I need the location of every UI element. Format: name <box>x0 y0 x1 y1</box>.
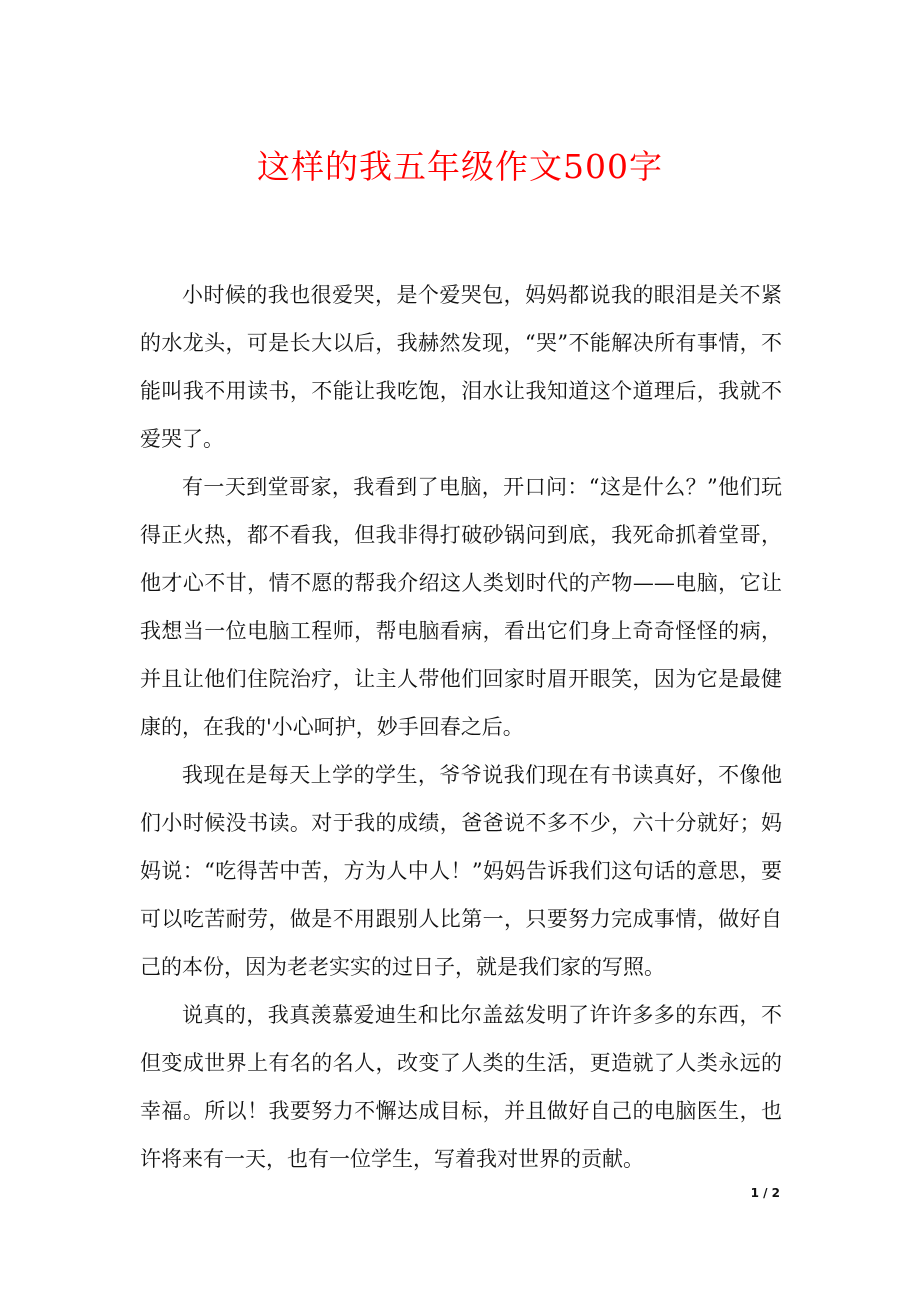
paragraph-2: 有一天到堂哥家，我看到了电脑，开口问：“这是什么？”他们玩得正火热，都不看我，但我非得打破砂锅问到底，我死命抓着堂哥，他才心不甘，情不愿的帮我介绍这人类划时代的产物——电脑，它让我想当一位电脑工程师，帮电脑看病，看出它们身上奇奇怪怪的病，并且让他们住院治疗，让主人带他们回家时眉开眼笑，因为它是最健康的，在我的'小心呵护，妙手回春之后。 <box>140 475 782 739</box>
paragraph-1: 小时候的我也很爱哭，是个爱哭包，妈妈都说我的眼泪是关不紧的水龙头，可是长大以后，我赫然发现，“哭”不能解决所有事情，不能叫我不用读书，不能让我吃饱，泪水让我知道这个道理后，我就不爱哭了。 <box>140 283 782 451</box>
page-number: 1 / 2 <box>750 1186 780 1200</box>
document-title: 这样的我五年级作文500字 <box>257 147 663 186</box>
document-body <box>140 271 782 1183</box>
paragraph-4: 说真的，我真羡慕爱迪生和比尔盖兹发明了许许多多的东西，不但变成世界上有名的名人，改变了人类的生活，更造就了人类永远的幸福。所以！我要努力不懈达成目标，并且做好自己的电脑医生，也许将来有一天，也有一位学生，写着我对世界的贡献。 <box>140 1003 782 1171</box>
paragraph-3: 我现在是每天上学的学生，爷爷说我们现在有书读真好，不像他们小时候没书读。对于我的成绩，爸爸说不多不少，六十分就好；妈妈说：“吃得苦中苦，方为人中人！”妈妈告诉我们这句话的意思，要可以吃苦耐劳，做是不用跟别人比第一，只要努力完成事情，做好自己的本份，因为老老实实的过日子，就是我们家的写照。 <box>140 763 782 979</box>
